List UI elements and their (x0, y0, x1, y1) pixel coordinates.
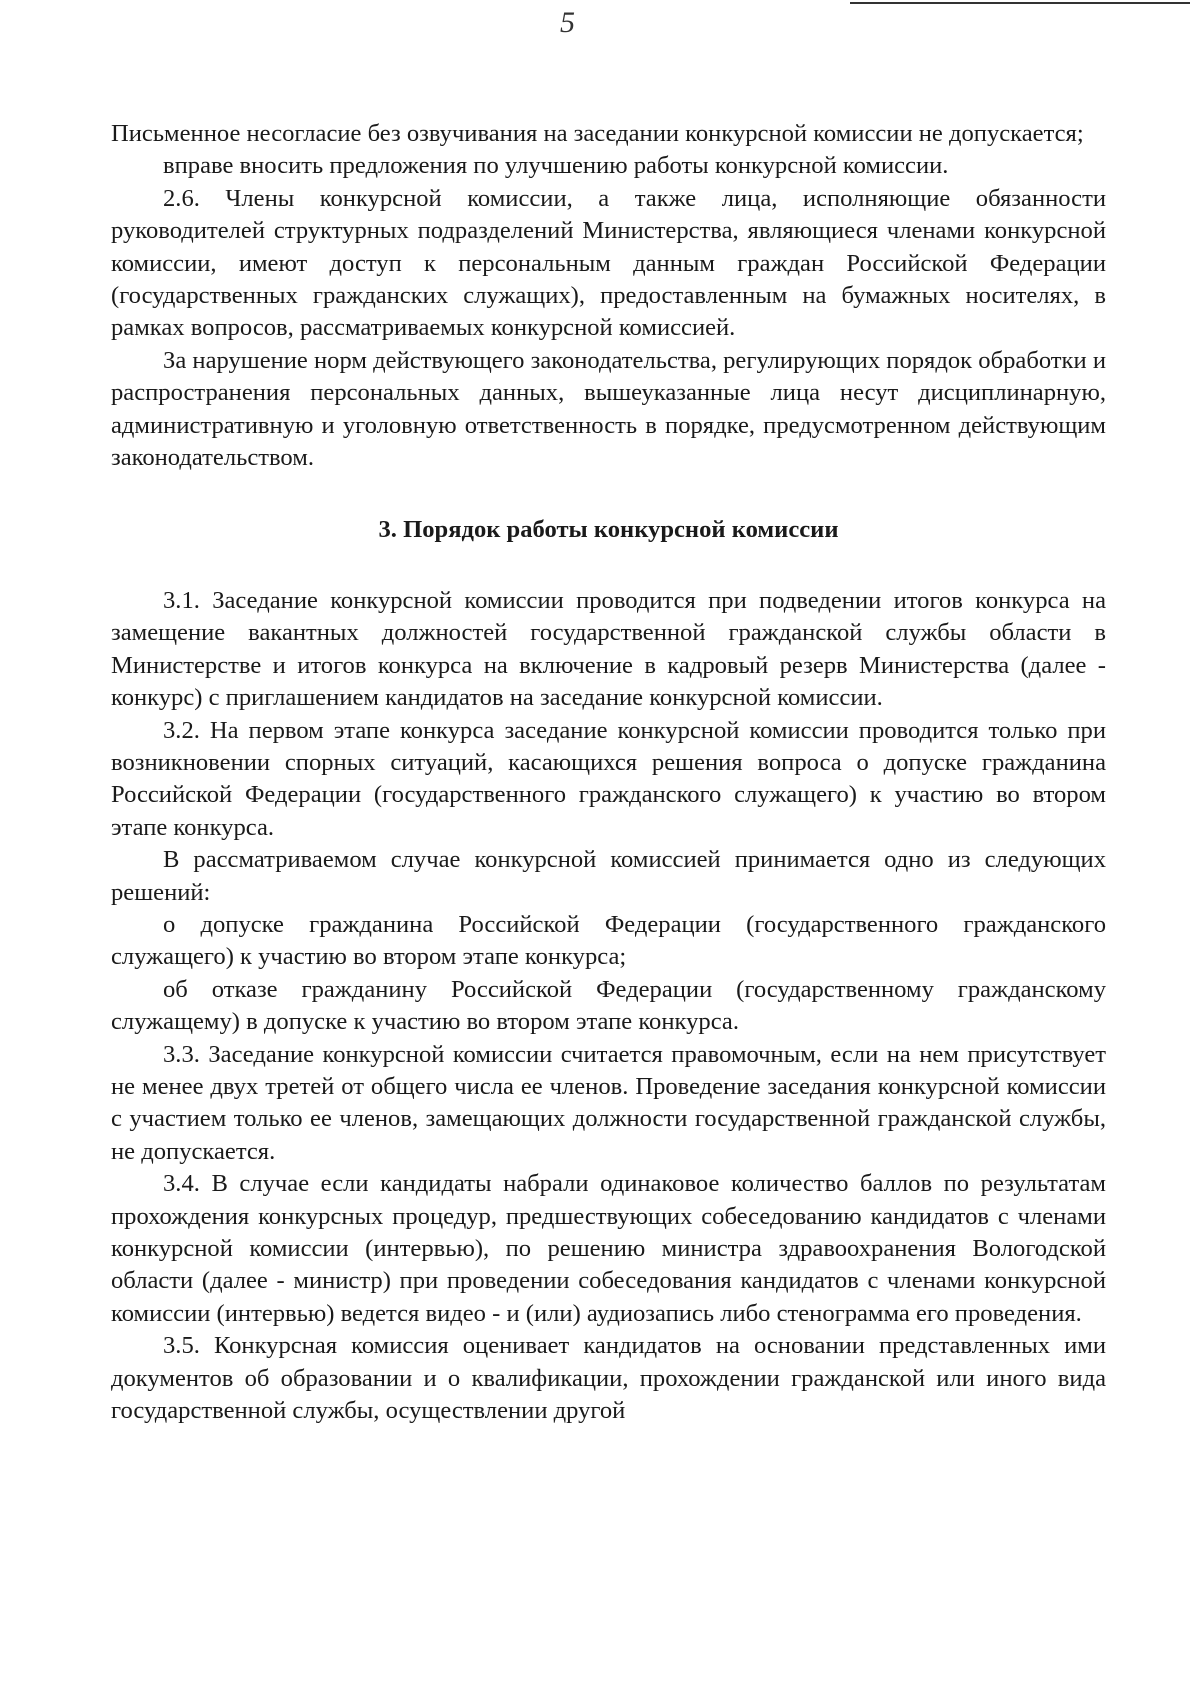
paragraph: вправе вносить предложения по улучшению работы конкурсной комиссии. (163, 152, 949, 180)
list-item: об отказе гражданину Российской Федерации (государственному гражданскому служащему) в допуске к участию во втором этапе конкурса. (111, 975, 1106, 1036)
paragraph: 3.4. В случае если кандидаты набрали одинаковое количество баллов по результатам прохождения конкурсных процедур, предшествующих собеседованию кандидатов с членами конкурсной комиссии (интервью), по решению министра здравоохранения Вологодской области (далее - министр) при проведении собеседования кандидатов с членами конкурсной комиссии (интервью) ведется видео - и (или) аудиозапись либо стенограмма его проведения. (111, 1170, 1106, 1327)
paragraph: 3.5. Конкурсная комиссия оценивает кандидатов на основании представленных ими документов об образовании и о квалификации, прохождении гражданской или иного вида государственной службы, осуществлении другой (111, 1332, 1106, 1425)
scan-edge-line (850, 2, 1190, 4)
paragraph: 3.1. Заседание конкурсной комиссии проводится при подведении итогов конкурса на замещение вакантных должностей государственной гражданской службы области в Министерстве и итогов конкурса на включение в кадровый резерв Министерства (далее - конкурс) с приглашением кандидатов на заседание конкурсной комиссии. (111, 586, 1106, 712)
paragraph: 3.3. Заседание конкурсной комиссии считается правомочным, если на нем присутствует не менее двух третей от общего числа ее членов. Проведение заседания конкурсной комиссии с участием только ее членов, замещающих должности государственной гражданской службы, не допускается. (111, 1040, 1106, 1165)
paragraph: За нарушение норм действующего законодательства, регулирующих порядок обработки и распространения персональных данных, вышеуказанные лица несут дисциплинарную, административную и уголовную ответственность в порядке, предусмотренном действующим законодательством. (111, 346, 1106, 472)
paragraph: Письменное несогласие без озвучивания на заседании конкурсной комиссии не допускается; (111, 120, 1084, 147)
page-number: 5 (560, 6, 575, 39)
section-heading: 3. Порядок работы конкурсной комиссии (378, 516, 839, 544)
paragraph: 2.6. Члены конкурсной комиссии, а также лица, исполняющие обязанности руководителей структурных подразделений Министерства, являющиеся членами конкурсной комиссии, имеют доступ к персональным данным граждан Российской Федерации (государственных гражданских служащих), предоставленным на бумажных носителях, в рамках вопросов, рассматриваемых конкурсной комиссией. (111, 184, 1106, 342)
list-item: о допуске гражданина Российской Федерации (государственного гражданского служащего) к участию во втором этапе конкурса; (111, 910, 1106, 971)
document-page (111, 118, 1106, 1427)
paragraph: 3.2. На первом этапе конкурса заседание конкурсной комиссии проводится только при возникновении спорных ситуаций, касающихся решения вопроса о допуске гражданина Российской Федерации (государственного гражданского служащего) к участию во втором этапе конкурса. (111, 716, 1106, 841)
paragraph: В рассматриваемом случае конкурсной комиссией принимается одно из следующих решений: (111, 846, 1106, 906)
